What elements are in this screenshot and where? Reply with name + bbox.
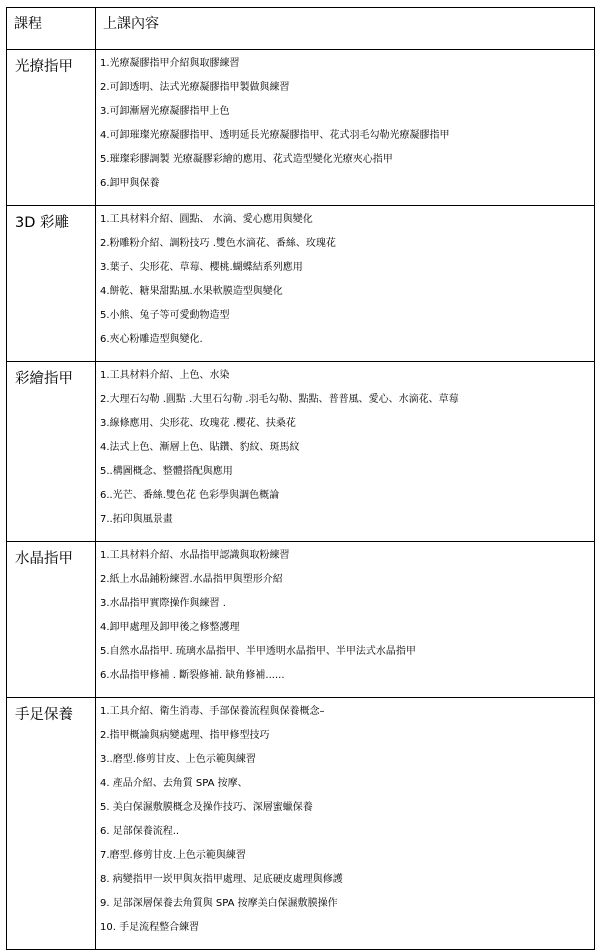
content-item: 3..磨型.修剪甘皮、上色示範與練習 [100, 754, 256, 765]
content-item: 5.璀璨彩膠調製 光療凝膠彩繪的應用、花式造型變化光療夾心指甲 [100, 154, 393, 165]
content-item: 3.線條應用、尖形花、玫瑰花 .櫻花、扶桑花 [100, 418, 296, 429]
header-content: 上課內容 [96, 8, 595, 50]
content-item: 2.大理石勾勒 .圓點 .大里石勾勒 .羽毛勾勒、點點、普普風、愛心、水滴花、草莓 [100, 394, 459, 405]
content-item: 1.工具材料介紹、水晶指甲認識與取粉練習 [100, 550, 290, 561]
course-content [96, 698, 595, 950]
content-item: 10. 手足流程整合練習 [100, 922, 200, 933]
content-item: 3.水晶指甲實際操作與練習 . [100, 598, 226, 609]
content-item: 7.磨型.修剪甘皮.上色示範與練習 [100, 850, 246, 861]
content-item: 5.自然水晶指甲. 琉璃水晶指甲、半甲透明水晶指甲、半甲法式水晶指甲 [100, 646, 416, 657]
content-item: 1.工具材料介紹、圓點、 水滴、愛心應用與變化 [100, 214, 313, 225]
course-name: 水晶指甲 [7, 542, 96, 698]
content-item: 2.粉雕粉介紹、調粉技巧 .雙色水滴花、番絲、玫瑰花 [100, 238, 336, 249]
content-item: 1.工具材料介紹、上色、水染 [100, 370, 230, 381]
content-item: 1.工具介紹、衛生消毒、手部保養流程與保養概念– [100, 706, 325, 717]
content-item: 5..構圖概念、整體搭配與應用 [100, 466, 233, 477]
content-item: 2.紙上水晶鋪粉練習.水晶指甲與塑形介紹 [100, 574, 283, 585]
course-row [7, 50, 595, 206]
content-item: 3.葉子、尖形花、草莓、櫻桃.蝴蝶結系列應用 [100, 262, 303, 273]
content-item: 6.卸甲與保養 [100, 178, 160, 189]
content-item: 5. 美白保濕敷膜概念及操作技巧、深層蜜蠟保養 [100, 802, 313, 813]
course-content [96, 362, 595, 542]
content-item: 1.光療凝膠指甲介紹與取膠練習 [100, 58, 240, 69]
curriculum-table [6, 7, 595, 950]
content-item: 4.可卸璀璨光療凝膠指甲、透明延長光療凝膠指甲、花式羽毛勾勒光療凝膠指甲 [100, 130, 450, 141]
course-name: 手足保養 [7, 698, 96, 950]
content-item: 8. 病變指甲一崁甲與灰指甲處理、足底硬皮處理與修護 [100, 874, 343, 885]
content-item: 6..光芒、番絲.雙色花 色彩學與調色概論 [100, 490, 280, 501]
content-item: 5.小熊、兔子等可愛動物造型 [100, 310, 230, 321]
content-item: 6.夾心粉雕造型與變化. [100, 334, 203, 345]
course-name: 光撩指甲 [7, 50, 96, 206]
header-row [7, 8, 595, 50]
course-content [96, 206, 595, 362]
content-item: 7..拓印與風景畫 [100, 514, 173, 525]
header-course: 課程 [7, 8, 96, 50]
course-row [7, 542, 595, 698]
content-item: 3.可卸漸層光療凝膠指甲上色 [100, 106, 230, 117]
curriculum-table-body [7, 8, 595, 950]
content-item: 4.卸甲處理及卸甲後之修整護理 [100, 622, 240, 633]
content-item: 4.法式上色、漸層上色、貼鑽、豹紋、斑馬紋 [100, 442, 300, 453]
content-item: 2.可卸透明、法式光療凝膠指甲製做與練習 [100, 82, 290, 93]
content-item: 4.餅乾、糖果甜點風.水果軟膜造型與變化 [100, 286, 283, 297]
content-item: 4. 產品介紹、去角質 SPA 按摩、 [100, 778, 248, 789]
content-item: 9. 足部深層保養去角質與 SPA 按摩美白保濕敷膜操作 [100, 898, 338, 909]
course-row [7, 206, 595, 362]
content-item: 6.水晶指甲修補 . 斷裂修補. 缺角修補...... [100, 670, 285, 681]
course-content [96, 542, 595, 698]
course-row [7, 362, 595, 542]
course-name: 3D 彩雕 [7, 206, 96, 362]
course-content [96, 50, 595, 206]
content-item: 2.指甲概論與病變處理、指甲修型技巧 [100, 730, 270, 741]
content-item: 6. 足部保養流程.. [100, 826, 180, 837]
course-name: 彩繪指甲 [7, 362, 96, 542]
course-row [7, 698, 595, 950]
